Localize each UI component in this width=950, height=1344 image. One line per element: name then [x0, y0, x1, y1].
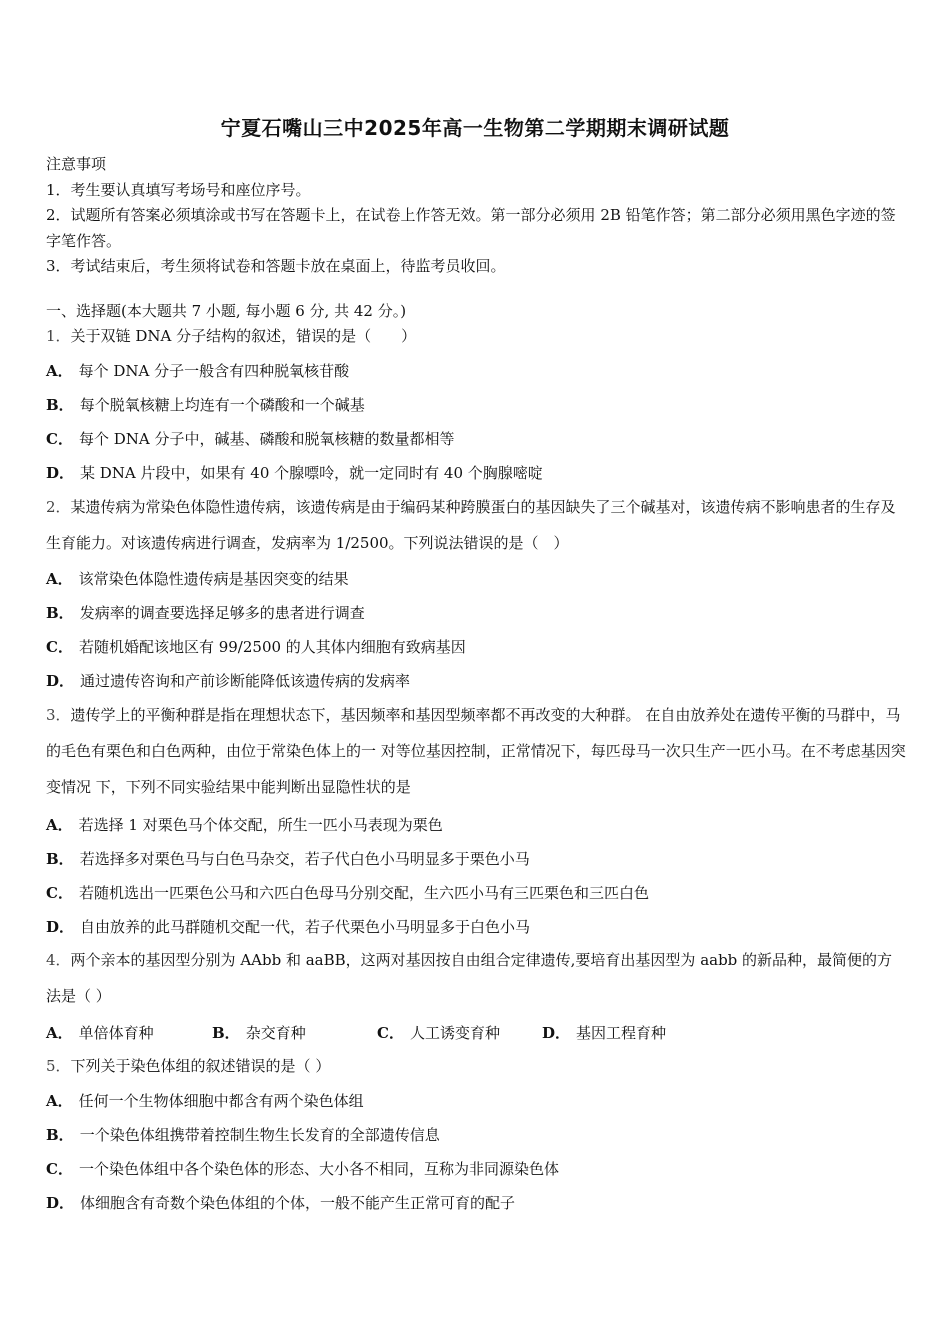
question-stem: [46, 318, 906, 354]
option-label: D．: [46, 1194, 75, 1212]
option-label: C．: [46, 1160, 73, 1178]
option-c: [46, 428, 906, 449]
option-label: D．: [46, 672, 75, 690]
option-label: C．: [46, 884, 73, 902]
question-4: [46, 942, 906, 1014]
option-a: [46, 360, 906, 381]
question-number: 3．: [46, 706, 71, 724]
option-label: A．: [46, 1092, 73, 1110]
option-d: [46, 916, 906, 937]
option-text: 若选择 1 对栗色马个体交配，所生一匹小马表现为栗色: [78, 816, 443, 834]
option-a: [46, 814, 906, 835]
option-c: [46, 882, 906, 903]
question-text: 下列关于染色体组的叙述错误的是（ ）: [70, 1057, 331, 1075]
option-b: [46, 1124, 906, 1145]
option-text: 杂交育种: [245, 1024, 306, 1042]
question-1: [46, 318, 906, 354]
question-3: [46, 697, 906, 805]
notes-item: 1．考生要认真填写考场号和座位序号。: [46, 180, 311, 199]
question-text: 遗传学上的平衡种群是指在理想状态下，基因频率和基因型频率都不再改变的大种群。 在自由放养处在遗传平衡的马群中，马的毛色有栗色和白色两种，由位于常染色体上的一 对等位基因控制，正常情况下，每匹母马一次只生产一匹小马。在不考虑基因突变情况 下，下列不同实验结果中能判断出显隐性状的是: [46, 706, 906, 796]
question-5: [46, 1048, 906, 1084]
option-text: 每个 DNA 分子一般含有四种脱氧核苷酸: [78, 362, 350, 380]
option-c: [377, 1022, 500, 1043]
option-text: 自由放养的此马群随机交配一代，若子代栗色小马明显多于白色小马: [80, 918, 531, 936]
question-stem: [46, 489, 906, 561]
option-text: 发病率的调查要选择足够多的患者进行调查: [79, 604, 365, 622]
question-number: 5．: [46, 1057, 71, 1075]
option-label: B．: [46, 396, 74, 414]
question-number: 2．: [46, 498, 71, 516]
option-label: C．: [46, 430, 73, 448]
question-text: 某遗传病为常染色体隐性遗传病，该遗传病是由于编码某种跨膜蛋白的基因缺失了三个碱基对，该遗传病不影响患者的生存及生育能力。对该遗传病进行调查，发病率为 1/2500。下列说法错误的是（ ）: [46, 498, 896, 552]
question-number: 4．: [46, 951, 71, 969]
option-text: 一个染色体组携带着控制生物生长发育的全部遗传信息: [79, 1126, 440, 1144]
question-number: 1．: [46, 327, 71, 345]
option-text: 单倍体育种: [78, 1024, 154, 1042]
option-b: [212, 1022, 306, 1043]
option-text: 该常染色体隐性遗传病是基因突变的结果: [78, 570, 349, 588]
option-b: [46, 848, 906, 869]
option-text: 每个 DNA 分子中，碱基、磷酸和脱氧核糖的数量都相等: [78, 430, 455, 448]
option-label: D．: [46, 464, 75, 482]
section-heading: 一、选择题(本大题共 7 小题, 每小题 6 分, 共 42 分。): [46, 302, 407, 320]
option-label: B．: [212, 1024, 240, 1042]
option-text: 若选择多对栗色马与白色马杂交，若子代白色小马明显多于栗色小马: [79, 850, 530, 868]
option-label: B．: [46, 850, 74, 868]
option-text: 基因工程育种: [576, 1024, 667, 1042]
page-title: 宁夏石嘴山三中2025年高一生物第二学期期末调研试题: [220, 116, 730, 140]
option-text: 任何一个生物体细胞中都含有两个染色体组: [78, 1092, 364, 1110]
option-b: [46, 394, 906, 415]
option-a: [46, 1022, 154, 1043]
option-label: B．: [46, 1126, 74, 1144]
option-b: [46, 602, 906, 623]
notes-item: 2．试题所有答案必须填涂或书写在答题卡上，在试卷上作答无效。第一部分必须用 2B 铅笔作答；第二部分必须用黑色字迹的签字笔作答。: [46, 206, 896, 250]
option-label: A．: [46, 1024, 73, 1042]
option-label: C．: [46, 638, 73, 656]
question-stem: [46, 1048, 906, 1084]
option-text: 通过遗传咨询和产前诊断能降低该遗传病的发病率: [80, 672, 411, 690]
option-label: D．: [46, 918, 75, 936]
option-label: C．: [377, 1024, 404, 1042]
notes-heading: 注意事项: [46, 155, 107, 173]
question-2: [46, 489, 906, 561]
notes-item: 3．考试结束后，考生须将试卷和答题卡放在桌面上，待监考员收回。: [46, 257, 506, 275]
question-stem: [46, 697, 906, 805]
option-c: [46, 636, 906, 657]
question-text: 两个亲本的基因型分别为 AAbb 和 aaBB，这两对基因按自由组合定律遗传,要培育出基因型为 aabb 的新品种，最简便的方法是（ ）: [46, 951, 893, 1005]
option-d: [46, 462, 906, 483]
option-a: [46, 568, 906, 589]
option-text: 若随机婚配该地区有 99/2500 的人其体内细胞有致病基因: [78, 638, 466, 656]
option-label: A．: [46, 362, 73, 380]
option-d: [46, 670, 906, 691]
option-label: A．: [46, 570, 73, 588]
question-stem: [46, 942, 906, 1014]
option-a: [46, 1090, 906, 1111]
option-d: [542, 1022, 666, 1043]
question-text: 关于双链 DNA 分子结构的叙述，错误的是（ ）: [70, 327, 417, 345]
notes-block: [46, 152, 906, 280]
option-text: 某 DNA 片段中，如果有 40 个腺嘌呤，就一定同时有 40 个胸腺嘧啶: [80, 464, 543, 482]
option-text: 一个染色体组中各个染色体的形态、大小各不相同，互称为非同源染色体: [78, 1160, 559, 1178]
option-text: 人工诱变育种: [409, 1024, 500, 1042]
option-c: [46, 1158, 906, 1179]
option-d: [46, 1192, 906, 1213]
option-label: B．: [46, 604, 74, 622]
option-text: 每个脱氧核糖上均连有一个磷酸和一个碱基: [79, 396, 365, 414]
option-label: D．: [542, 1024, 571, 1042]
option-text: 若随机选出一匹栗色公马和六匹白色母马分别交配，生六匹小马有三匹栗色和三匹白色: [78, 884, 649, 902]
option-label: A．: [46, 816, 73, 834]
option-text: 体细胞含有奇数个染色体组的个体，一般不能产生正常可育的配子: [80, 1194, 516, 1212]
